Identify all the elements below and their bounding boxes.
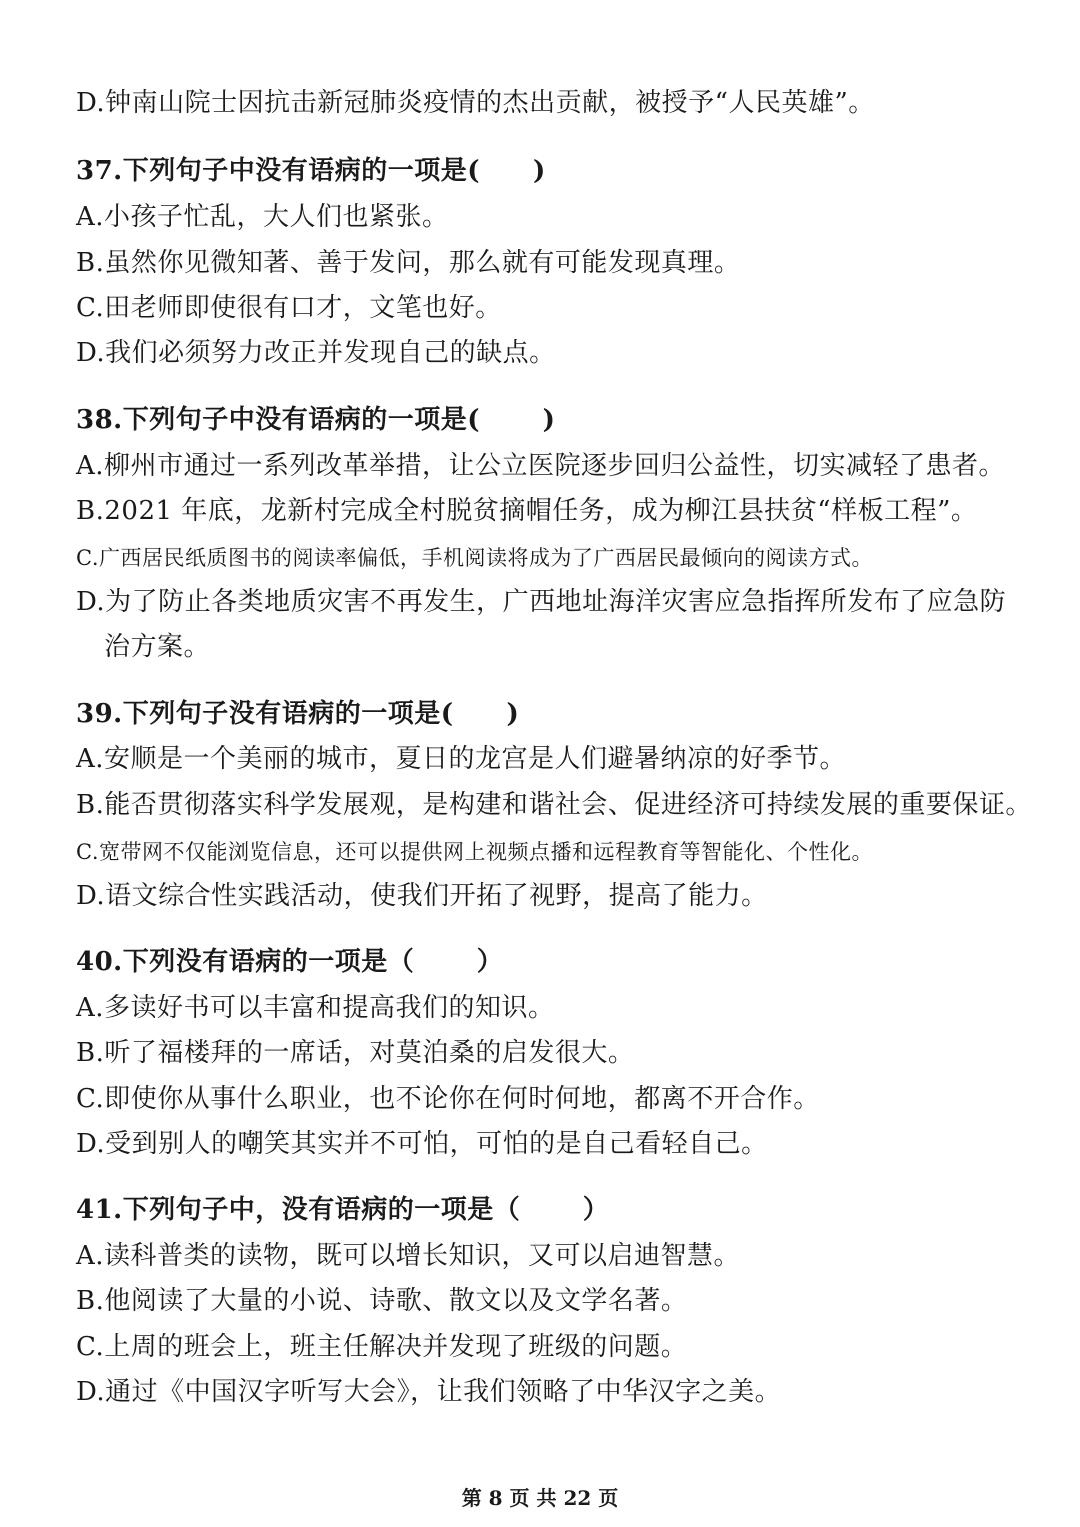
question-38-option-d-continued: 治方案。 [104,632,211,662]
question-38-option-b: B.2021 年底，龙新村完成全村脱贫摘帽任务，成为柳江县扶贫“样板工程”。 [76,496,978,526]
question-40-option-a: A.多读好书可以丰富和提高我们的知识。 [76,993,555,1023]
question-37-option-b: B.虽然你见微知著、善于发问，那么就有可能发现真理。 [76,248,741,278]
question-41-option-a: A.读科普类的读物，既可以增长知识，又可以启迪智慧。 [76,1241,741,1271]
question-41-title: 41.下列句子中，没有语病的一项是（ ） [76,1195,610,1225]
question-40-option-d: D.受到别人的嘲笑其实并不可怕，可怕的是自己看轻自己。 [76,1129,768,1159]
prev-question-option-d: D.钟南山院士因抗击新冠肺炎疫情的杰出贡献，被授予“人民英雄”。 [76,88,875,118]
question-38-title: 38.下列句子中没有语病的一项是( ) [76,405,556,435]
page-number-footer: 第 8 页 共 22 页 [461,1486,619,1510]
question-39-option-b: B.能否贯彻落实科学发展观，是构建和谐社会、促进经济可持续发展的重要保证。 [76,790,1032,820]
question-39-option-a: A.安顺是一个美丽的城市，夏日的龙宫是人们避暑纳凉的好季节。 [76,744,847,774]
question-38-option-d: D.为了防止各类地质灾害不再发生，广西地址海洋灾害应急指挥所发布了应急防 [76,587,1007,617]
question-38-option-c: C.广西居民纸质图书的阅读率偏低，手机阅读将成为了广西居民最倾向的阅读方式。 [76,546,873,570]
question-41-option-b: B.他阅读了大量的小说、诗歌、散文以及文学名著。 [76,1286,688,1316]
question-40-option-b: B.听了福楼拜的一席话，对莫泊桑的启发很大。 [76,1038,635,1068]
question-41-option-c: C.上周的班会上，班主任解决并发现了班级的问题。 [76,1332,688,1362]
question-37-option-c: C.田老师即使很有口才，文笔也好。 [76,293,502,323]
question-38-option-a: A.柳州市通过一系列改革举措，让公立医院逐步回归公益性，切实减轻了患者。 [76,451,1006,481]
question-40-title: 40.下列没有语病的一项是（ ） [76,947,504,977]
question-40-option-c: C.即使你从事什么职业，也不论你在何时何地，都离不开合作。 [76,1084,820,1114]
question-39-title: 39.下列句子没有语病的一项是( ) [76,699,520,729]
question-41-option-d: D.通过《中国汉字听写大会》，让我们领略了中华汉字之美。 [76,1377,782,1407]
question-39-option-d: D.语文综合性实践活动，使我们开拓了视野，提高了能力。 [76,881,768,911]
question-37-option-a: A.小孩子忙乱，大人们也紧张。 [76,202,449,232]
question-39-option-c: C.宽带网不仅能浏览信息，还可以提供网上视频点播和远程教育等智能化、个性化。 [76,840,873,864]
question-37-title: 37.下列句子中没有语病的一项是( ) [76,156,546,186]
question-37-option-d: D.我们必须努力改正并发现自己的缺点。 [76,338,556,368]
